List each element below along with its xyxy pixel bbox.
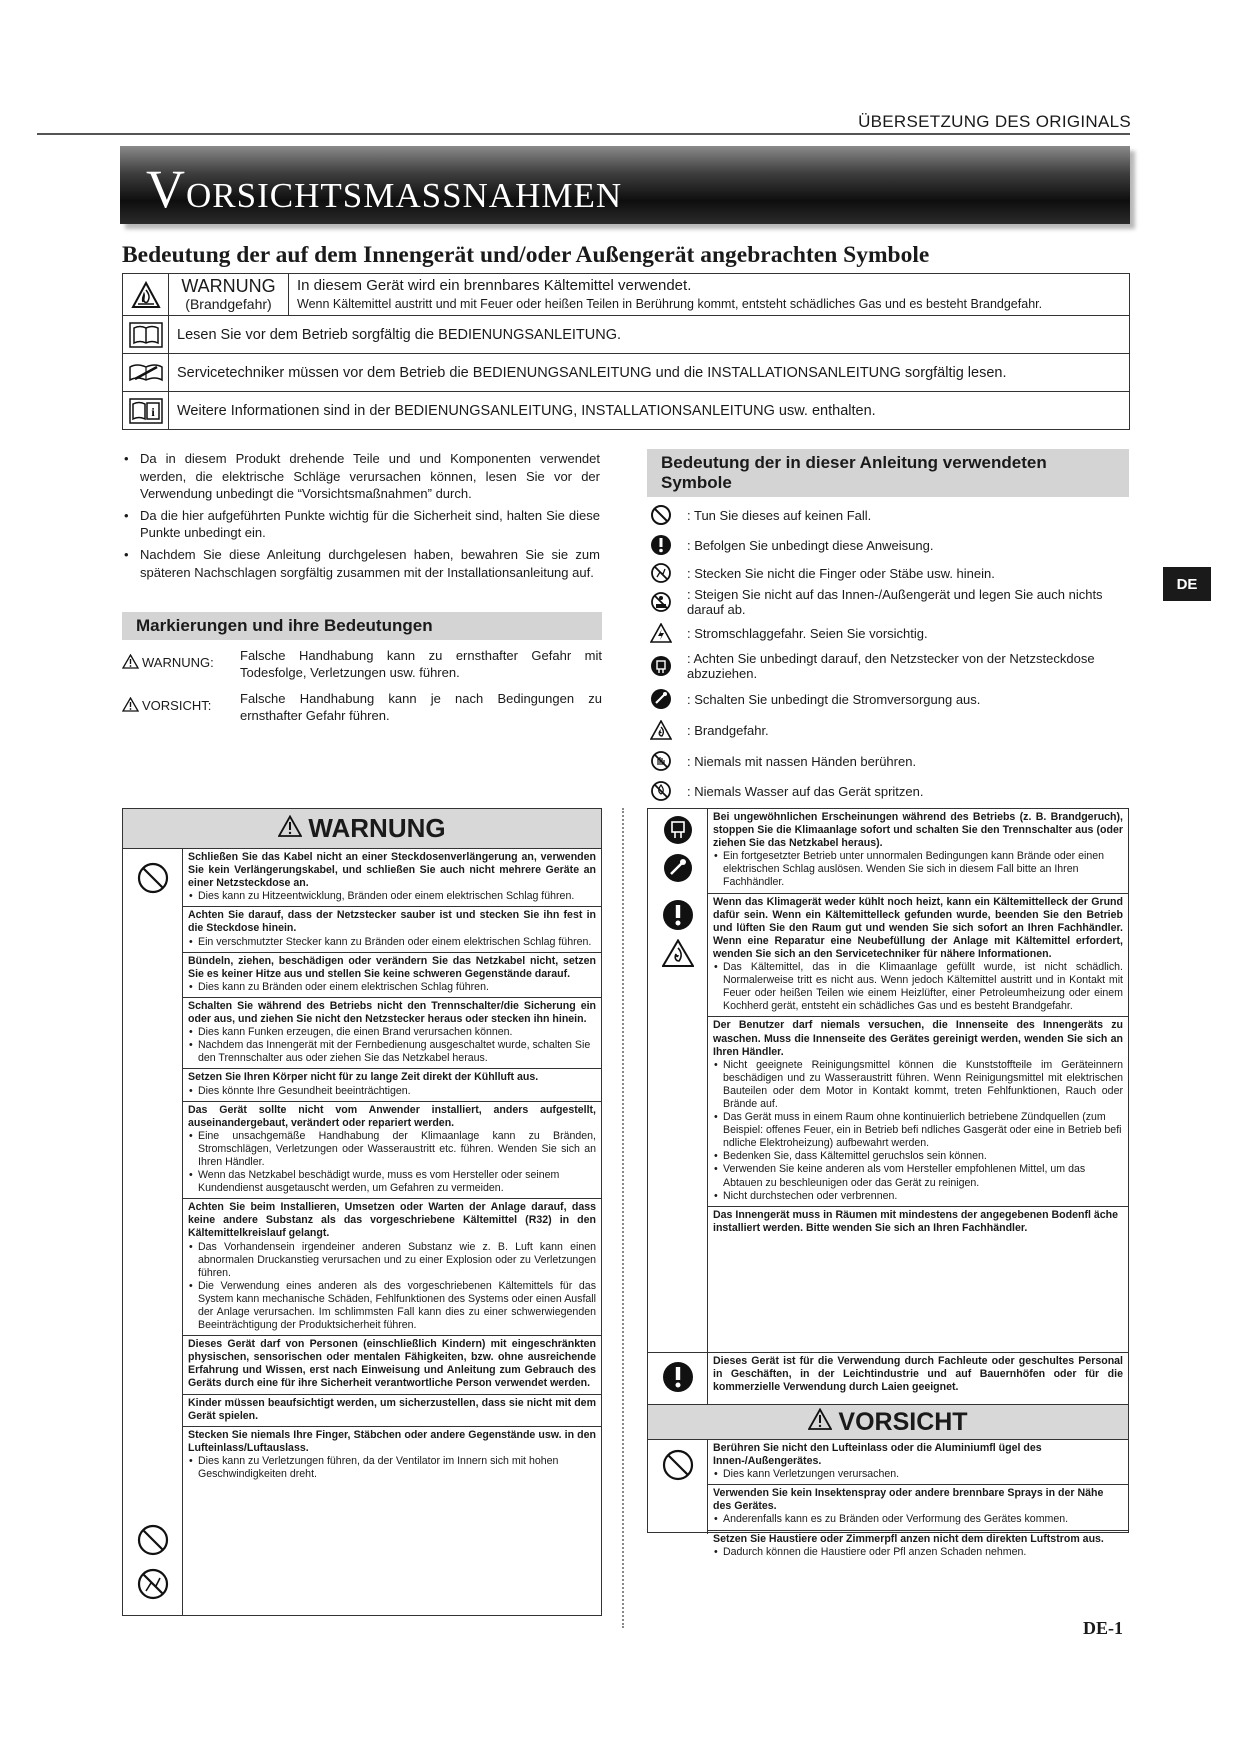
warning-text-cell <box>289 274 1130 316</box>
symbol-row: : Schalten Sie unbedingt die Stromversorgung aus. <box>647 684 1129 714</box>
right-icons-column <box>648 809 708 1352</box>
manual-row-text: Lesen Sie vor dem Betrieb sorgfältig die BEDIENUNGSANLEITUNG. <box>169 316 1130 354</box>
warning-item: Schließen Sie das Kabel nicht an einer Steckdosenverlängerung an, verwenden Sie kein Verlängerungskabel, und schließen Sie auch nicht mehrere Geräte an einer Netzsteckdose an. • Dies kann zu Hitzeentwicklung, Bränden oder einem elektrischen Schlag führen. <box>183 849 601 907</box>
warning-item: Schalten Sie während des Betriebs nicht den Trennschalter/die Sicherung ein oder aus, und ziehen Sie nicht den Netzstecker heraus oder stecken ihn hinein. • Dies kann Funken erzeugen, die einen Brand verursachen können. • Nachdem das Innengerät mit der Fernbedienung ausgeschaltet wurde, schalten Sie den Trennschalter aus oder ziehen Sie das Netzkabel heraus. <box>183 998 601 1069</box>
symbol-row: : Brandgefahr. <box>647 714 1129 746</box>
prohibited-icon <box>123 861 183 895</box>
intro-bullet: • Nachdem Sie diese Anleitung durchgelesen haben, bewahren Sie sie zum späteren Nachschlagen sorgfältig zusammen mit der Installationsanleitung auf. <box>122 546 600 581</box>
warning-item: Setzen Sie Ihren Körper nicht für zu lange Zeit direkt der Kühlluft aus. • Dies könnte Ihre Gesundheit beeinträchtigen. <box>183 1069 601 1101</box>
warning-icons-column <box>123 849 183 1615</box>
marking-warning <box>122 647 602 681</box>
warning-item: Kinder müssen beaufsichtigt werden, um sicherzustellen, dass sie nicht mit dem Gerät spielen. <box>183 1395 601 1427</box>
symbols-section-title: Bedeutung der auf dem Innengerät und/oder Außengerät angebrachten Symbole <box>122 242 930 268</box>
caution-item: Setzen Sie Haustiere oder Zimmerpfl anzen nicht dem direkten Luftstrom aus. • Dadurch können die Haustiere oder Pfl anzen Schaden nehmen. <box>708 1531 1128 1562</box>
svg-text:i: i <box>150 404 155 419</box>
caution-title: VORSICHT <box>838 1407 968 1436</box>
caution-cells <box>708 1440 1128 1558</box>
warning-box-header <box>123 809 601 849</box>
warning-item: Dieses Gerät ist für die Verwendung durch Fachleute oder geschultes Personal in Geschäften, in der Leichtindustrie und auf Bauernhöfen oder für die kommerzielle Verwendung durch Laien geeignet. <box>713 1355 1123 1394</box>
marking-caution-text: Falsche Handhabung kann je nach Bedingungen zu ernsthafter Gefahr führen. <box>240 691 602 723</box>
symbol-row: : Befolgen Sie unbedingt diese Anweisung. <box>647 530 1129 560</box>
symbol-row: : Stromschlaggefahr. Seien Sie vorsichtig. <box>647 618 1129 648</box>
unplug-icon <box>648 815 708 845</box>
manual-symbols-title: Bedeutung der in dieser Anleitung verwendeten Symbole <box>647 449 1129 497</box>
no-wet-hands-icon <box>647 750 675 772</box>
symbol-row: : Niemals Wasser auf das Gerät spritzen. <box>647 776 1129 806</box>
fire-hazard-icon <box>648 939 708 967</box>
warning-item: Das Innengerät muss in Räumen mit mindestens der angegebenen Bodenfl äche installiert werden. Bitte wenden Sie sich an Ihren Fachhändler. <box>713 1208 1119 1234</box>
warning-item: Bei ungewöhnlichen Erscheinungen während des Betriebs (z. B. Brandgeruch), stoppen Sie die Klimaanlage sofort und schalten Sie den Trennschalter aus (oder ziehen Sie das Netzkabel heraus). • Ein fortgesetzter Betrieb unter unnormalen Bedingungen kann Brände oder einen elektrischen Schlag auslösen. Wenden Sie sich in diesem Fall bitte an Ihren Fachhändler. <box>708 809 1128 894</box>
warning-cells <box>183 849 601 1615</box>
warning-line2: Wenn Kältemittel austritt und mit Feuer oder heißen Teilen in Berührung kommt, entsteht schädliches Gas und es besteht Brandgefahr. <box>297 296 1043 311</box>
caution-header <box>648 1404 1128 1440</box>
warning-item: Achten Sie beim Installieren, Umsetzen oder Warten der Anlage darauf, dass keine andere Substanz als das vorgeschriebene Kältemittel (R32) in den Kältemittelkreislauf gelangt. • Das Vorhandensein irgendeiner anderen Substanz wie z. B. Luft kann einen abnormalen Druckanstieg verursachen und zu einer Explosion oder zu Verletzungen führen. • Die Verwendung eines anderen als des vorgeschriebenen Kältemittels für das System kann mechanische Schäden, Fehlfunktionen des Systems oder einen Ausfall der Anlage verursachen. Im schlimmsten Fall kann dies zu einer schwerwiegenden Beeinträchtigung der Produktsicherheit führen. <box>183 1199 601 1336</box>
caution-item: Berühren Sie nicht den Lufteinlass oder die Aluminiumfl ügel des Innen-/Außengerätes. • Dies kann Verletzungen verursachen. <box>708 1440 1128 1485</box>
warning-item: Wenn das Klimagerät weder kühlt noch heizt, kann ein Kältemittelleck der Grund dafür sein. Wenn ein Kältemittelleck gefunden wurde, beenden Sie den Betrieb und lüften Sie den Raum gut und wenden Sie sich sofort an Ihren Fachhändler. Wenn eine Reparatur eine Neubefüllung der Anlage mit Kältemittel erfordert, wenden Sie sich an den Servicetechniker für nähere Informationen. • Das Kältemittel, das in die Klimaanlage gefüllt wurde, ist nicht schädlich. Normalerweise tritt es nicht aus. Wenn jedoch Kältemittel austritt und in Kontakt mit Feuer oder heißen Teilen wie einem Heizlüfter, einer Petroleumheizung oder einem Kochherd gerät, entsteht ein schädliches Gas und es besteht Brandgefahr. <box>708 894 1128 1018</box>
header-rule <box>37 133 1130 135</box>
intro-bullet: • Da die hier aufgeführten Punkte wichtig für die Sicherheit sind, halten Sie diese Punkte unbedingt ein. <box>122 507 600 542</box>
mandatory-icon <box>647 534 675 556</box>
service-row-text: Servicetechniker müssen vor dem Betrieb die BEDIENUNGSANLEITUNG und die INSTALLATIONSANLEITUNG sorgfältig lesen. <box>169 354 1130 392</box>
prohibited-icon <box>123 1523 183 1557</box>
caution-item: Verwenden Sie kein Insektenspray oder andere brennbare Sprays in der Nähe des Gerätes. • Anderenfalls kann es zu Bränden oder Verformung des Gerätes kommen. <box>708 1485 1128 1530</box>
marking-caution-label: VORSICHT: <box>142 698 212 713</box>
caution-header-icon <box>808 1408 832 1437</box>
caution-triangle-icon <box>122 697 139 716</box>
warning-item: Stecken Sie niemals Ihre Finger, Stäbchen oder andere Gegenstände usw. in den Lufteinlass/Luftauslass. • Dies kann zu Verletzungen führen, da der Ventilator im Innern sich mit hohen Geschwindigkeiten dreht. <box>183 1427 601 1484</box>
intro-bullets <box>122 450 600 585</box>
marking-caution <box>122 690 602 724</box>
right-cells <box>708 809 1128 1352</box>
warning-box <box>122 808 602 1616</box>
page-banner <box>120 146 1130 224</box>
fire-hazard-icon <box>647 720 675 740</box>
fire-warning-icon <box>123 274 169 316</box>
marking-warning-label: WARNUNG: <box>142 655 214 670</box>
mandatory-icon <box>648 899 708 931</box>
no-fingers-icon <box>647 562 675 584</box>
service-manual-icon <box>123 354 169 392</box>
warning-header-icon <box>278 813 302 844</box>
power-off-icon <box>647 688 675 710</box>
marking-warning-text: Falsche Handhabung kann zu ernsthafter Gefahr mit Todesfolge, Verletzungen usw. führen. <box>240 648 602 680</box>
warning-item: Achten Sie darauf, dass der Netzstecker sauber ist und stecken Sie ihn fest in die Steckdose hinein. • Ein verschmutzter Stecker kann zu Bränden oder einem elektrischen Schlag führen. <box>183 907 601 952</box>
warning-item: Dieses Gerät darf von Personen (einschließlich Kindern) mit eingeschränkten physischen, sensorischen oder mentalen Fähigkeiten, bzw. ohne ausreichende Erfahrung und Wissen, erst nach Einweisung und Anleitung zum Gebrauch des Geräts durch eine für ihre Sicherheit verantwortliche Person verwendet werden. <box>183 1336 601 1394</box>
page-number: DE-1 <box>1083 1618 1123 1638</box>
markings-title: Markierungen und ihre Bedeutungen <box>122 612 602 640</box>
info-row-text: Weitere Informationen sind in der BEDIENUNGSANLEITUNG, INSTALLATIONSANLEITUNG usw. enthalten. <box>169 392 1130 430</box>
intro-bullet: • Da in diesem Produkt drehende Teile und und Komponenten verwendet werden, die elektrische Schläge verursachen können, lesen Sie vor der Verwendung unbedingt die “Vorsichtsmaßnahmen” durch. <box>122 450 600 503</box>
prohibited-icon <box>647 504 675 526</box>
language-tab: DE <box>1163 567 1211 601</box>
translation-note: ÜBERSETZUNG DES ORIGINALS <box>858 112 1131 131</box>
device-symbols-table <box>122 273 1130 430</box>
symbol-row: : Stecken Sie nicht die Finger oder Stäbe usw. hinein. <box>647 560 1129 586</box>
warning-label-cell <box>169 274 289 316</box>
symbol-row: : Niemals mit nassen Händen berühren. <box>647 746 1129 776</box>
caution-icons-column <box>648 1440 708 1534</box>
warning-sub: (Brandgefahr) <box>185 295 272 312</box>
no-fingers-icon <box>123 1567 183 1601</box>
warning-item: Bündeln, ziehen, beschädigen oder verändern Sie das Netzkabel nicht, setzen Sie es keiner Hitze aus und stellen Sie keine schweren Gegenstände darauf. • Dies kann zu Bränden oder einem elektrischen Schlag führen. <box>183 953 601 998</box>
right-warning-box <box>647 808 1129 1558</box>
symbol-row: : Achten Sie unbedingt darauf, den Netzstecker von der Netzsteckdose abzuziehen. <box>647 648 1129 684</box>
power-off-icon <box>648 853 708 883</box>
page-title: VORSICHTSMASSNAHMEN <box>146 159 623 219</box>
warning-box-title: WARNUNG <box>308 813 446 843</box>
electric-shock-icon <box>647 623 675 643</box>
warning-label: WARNUNG <box>181 275 276 296</box>
warning-item: Der Benutzer darf niemals versuchen, die Innenseite des Innengeräts zu waschen. Muss die Innenseite des Gerätes gereinigt werden, wenden Sie sich an Ihren Händler. • Nicht geeignete Reinigungsmittel können die Kunststoffteile im Geräteinnern beschädigen und zu Wasseraustritt führen. Wenn Reinigungsmittel mit elektrischen Bauteilen oder dem Motor in Kontakt kommt, treten Fehlfunktionen, Rauch oder Brände auf. • Das Gerät muss in einem Raum ohne kontinuierlich betriebene Zündquellen (zum Beispiel: offenes Feuer, ein in Betrieb befi ndliches Gasgerät oder eine in Betrieb befi ndliche Elektroheizung) aufbewahrt werden. • Bedenken Sie, dass Kältemittel geruchslos sein können. • Verwenden Sie keine anderen als vom Hersteller empfohlenen Mittel, um das Abtauen zu beschleunigen oder das Gerät zu reinigen. • Nicht durchstechen oder verbrennen. <box>708 1017 1128 1206</box>
no-climbing-icon <box>647 591 675 613</box>
symbol-row: : Tun Sie dieses auf keinen Fall. <box>647 500 1129 530</box>
warning-line1: In diesem Gerät wird ein brennbares Kältemittel verwendet. <box>297 276 692 294</box>
symbol-row: : Steigen Sie nicht auf das Innen-/Außengerät und legen Sie auch nichts darauf ab. <box>647 586 1129 618</box>
warning-item: Das Gerät sollte nicht vom Anwender installiert, anders aufgestellt, auseinandergebaut, verändert oder repariert werden. • Eine unsachgemäße Handhabung der Klimaanlage kann zu Bränden, Stromschlägen, Verletzungen oder Wasseraustritt etc. führen. Wenden Sie sich an Ihren Händler. • Wenn das Netzkabel beschädigt wurde, muss es vom Hersteller oder seinem Kundendienst ausgetauscht werden, um Gefahren zu vermeiden. <box>183 1102 601 1200</box>
prohibited-icon <box>648 1448 708 1482</box>
manual-symbols <box>647 449 1129 806</box>
column-divider <box>622 808 624 1628</box>
manual-book-icon <box>123 316 169 354</box>
warning-triangle-icon <box>122 654 139 673</box>
unplug-icon <box>647 655 675 677</box>
no-water-spray-icon <box>647 780 675 802</box>
mandatory-icon <box>648 1361 708 1393</box>
info-icon <box>123 392 169 430</box>
right-icons-column-2 <box>648 1353 708 1404</box>
